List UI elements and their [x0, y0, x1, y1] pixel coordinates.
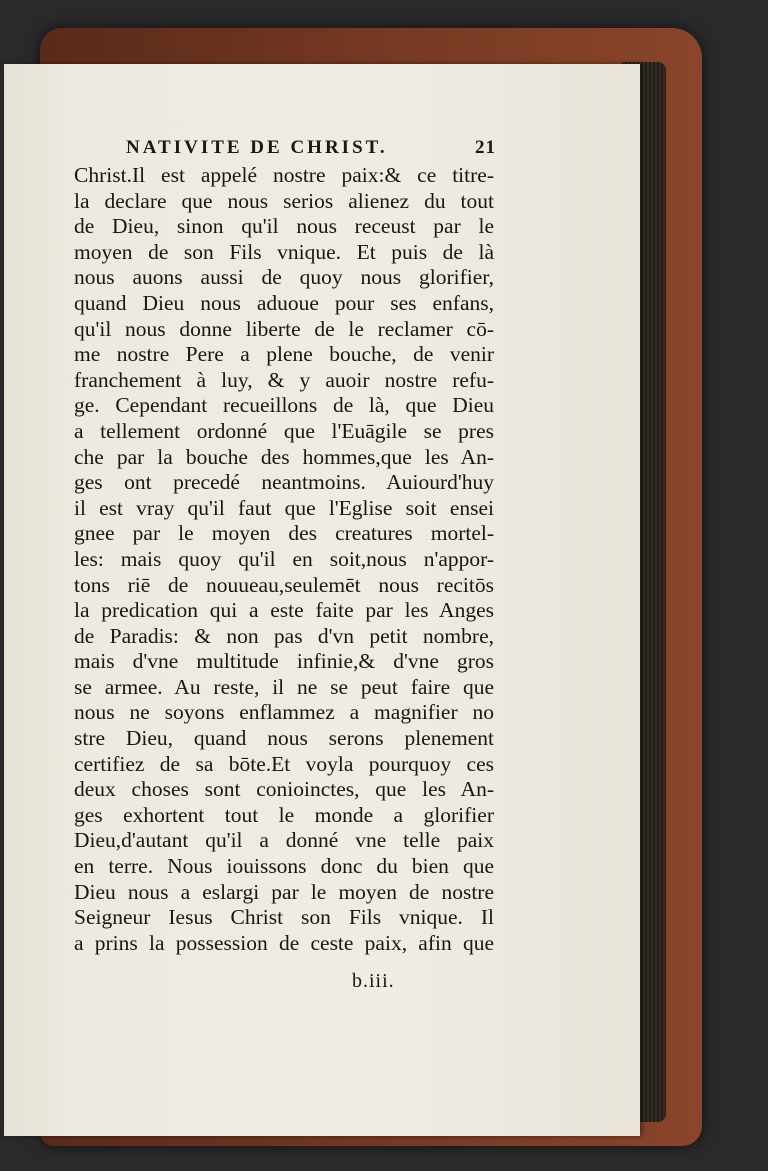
page-number: 21 [475, 137, 496, 158]
text-line: Dieu nous a eslargi par le moyen de nostre [74, 879, 494, 904]
running-title: NATIVITE DE CHRIST. [126, 137, 388, 158]
text-line: nous ne soyons enflammez a magnifier no [74, 700, 494, 725]
text-line: gnee par le moyen des creatures mortel- [74, 521, 494, 546]
text-line: la declare que nous serios alienez du tout [74, 188, 494, 213]
text-line: de Dieu, sinon qu'il nous receust par le [74, 214, 494, 239]
text-line: mais d'vne multitude infinie,& d'vne gros [74, 649, 494, 674]
text-line: Dieu,d'autant qu'il a donné vne telle paix [74, 828, 494, 853]
text-line: me nostre Pere a plene bouche, de venir [74, 342, 494, 367]
text-line: Seigneur Iesus Christ son Fils vnique. Il [74, 905, 494, 930]
text-line: de Paradis: & non pas d'vn petit nombre, [74, 623, 494, 648]
text-line: ge. Cependant recueillons de là, que Dieu [74, 393, 494, 418]
text-line: Christ.Il est appelé nostre paix:& ce titre- [74, 163, 494, 187]
text-line: che par la bouche des hommes,que les An- [74, 444, 494, 469]
text-line: stre Dieu, quand nous serons plenement [74, 726, 494, 751]
text-line: les: mais quoy qu'il en soit,nous n'appor- [74, 546, 494, 571]
text-line: moyen de son Fils vnique. Et puis de là [74, 239, 494, 264]
text-line: qu'il nous donne liberte de le reclamer cō- [74, 316, 494, 341]
text-line: a tellement ordonné que l'Euāgile se pres [74, 418, 494, 443]
text-line: a prins la possession de ceste paix, afin que [74, 930, 494, 955]
running-header [126, 137, 496, 159]
text-line: tons riē de nouueau,seulemēt nous recitōs [74, 572, 494, 597]
signature-mark: b.iii. [352, 970, 395, 992]
text-line: nous auons aussi de quoy nous glorifier, [74, 265, 494, 290]
text-line: en terre. Nous iouissons donc du bien que [74, 854, 494, 879]
text-line: certifiez de sa bōte.Et voyla pourquoy ces [74, 751, 494, 776]
text-line: se armee. Au reste, il ne se peut faire que [74, 674, 494, 699]
text-line: quand Dieu nous aduoue pour ses enfans, [74, 290, 494, 315]
text-line: ges exhortent tout le monde a glorifier [74, 802, 494, 827]
text-line: la predication qui a este faite par les Anges [74, 598, 494, 623]
text-line: deux choses sont conioinctes, que les An- [74, 777, 494, 802]
text-line: il est vray qu'il faut que l'Eglise soit ensei [74, 495, 494, 520]
body-text [74, 163, 494, 956]
text-line: franchement à luy, & y auoir nostre refu- [74, 367, 494, 392]
text-line: ges ont precedé neantmoins. Auiourd'huy [74, 470, 494, 495]
